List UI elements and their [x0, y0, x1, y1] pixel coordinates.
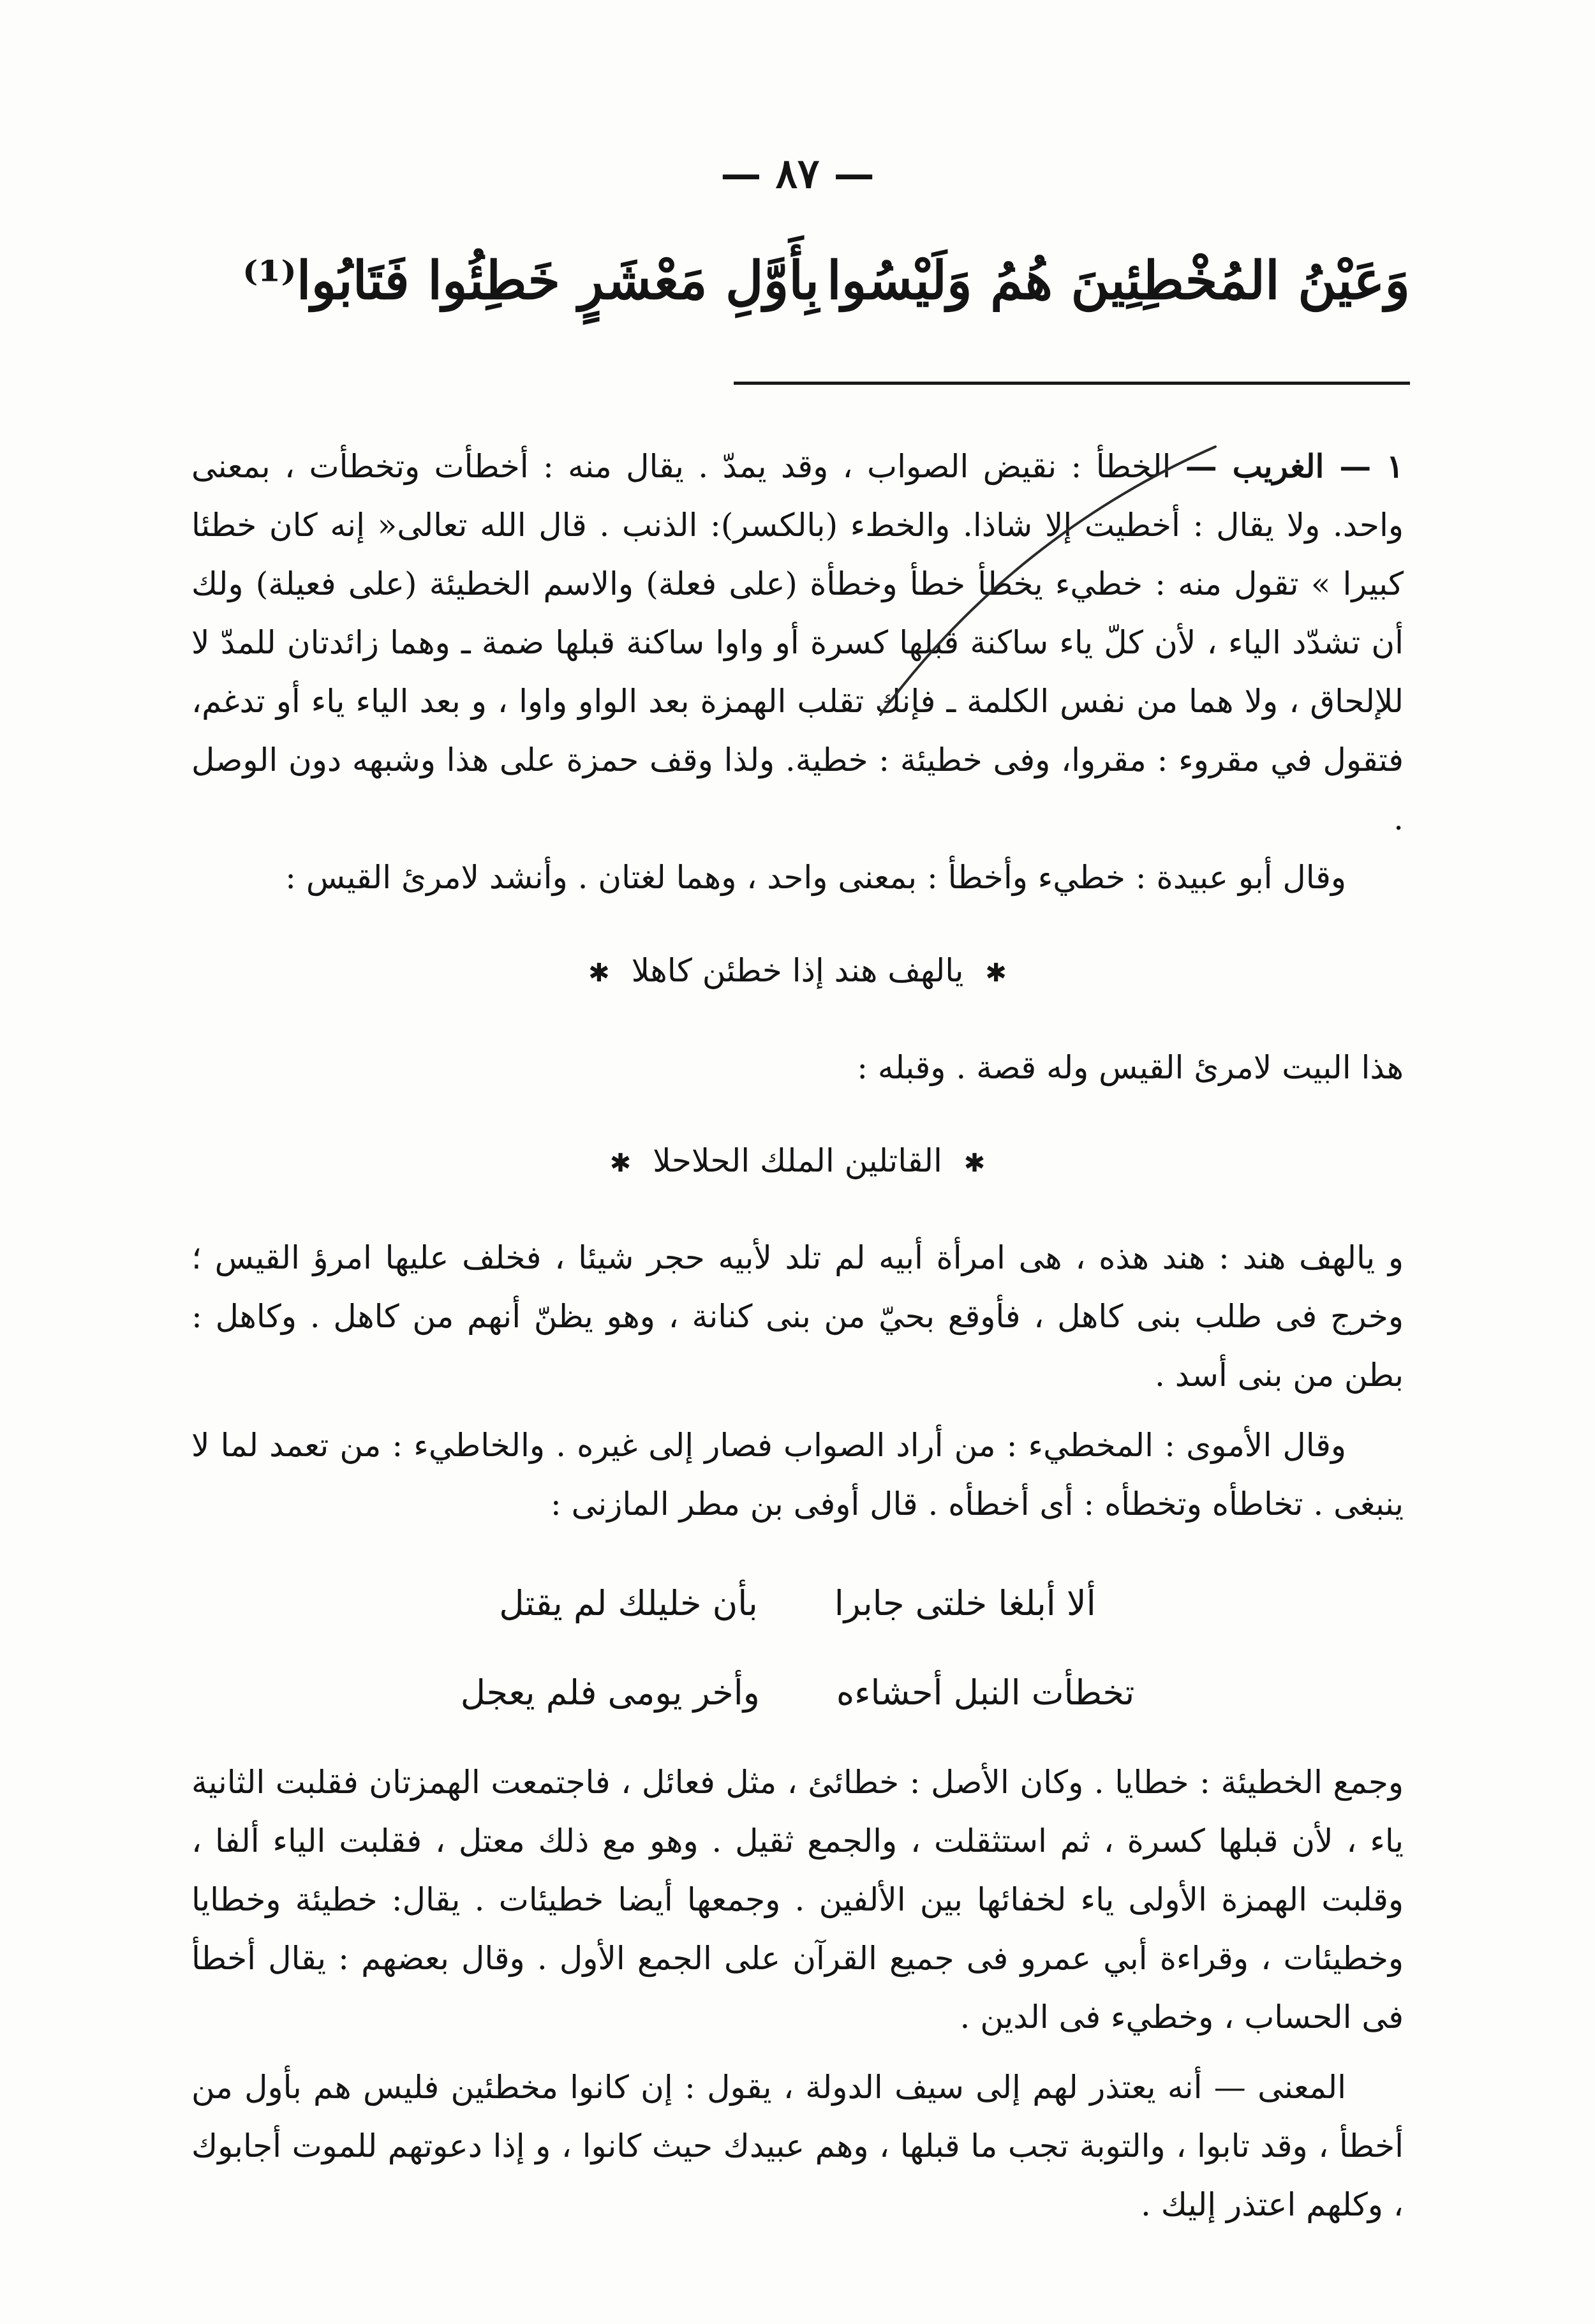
paragraph-text: الخطأ : نقيض الصواب ، وقد يمدّ . يقال منه : أخطأت وتخطأت ، بمعنى واحد. ولا يقال : أخطيت إلا شاذا. والخطء (بالكسر): الذنب . قال الله تعالى« إنه كان خطئا كبيرا » تقول منه : خطيء يخطأ خطأ وخطأة (على فعلة) والاسم الخطيئة (على فعيلة) ولك أن تشدّد الياء ، لأن كلّ ياء ساكنة قبلها كسرة أو واوا ساكنة قبلها ضمة ـ وهما زائدتان للمدّ لا للإلحاق ، ولا هما من نفس الكلمة ـ فإنك تقلب الهمزة بعد الواو واوا ، و بعد الياء ياء أو تدغم، فتقول في مقروء : مقروا، وفى خطيئة : خطية. ولذا وقف حمزة على هذا وشبهه دون الوصل .: [191, 448, 1404, 837]
commentary-paragraph-story: هذا البيت لامرئ القيس وله قصة . وقبله :: [857, 1049, 1404, 1086]
verse-second-hemistich: بِأَوَّلِ مَعْشَرٍ خَطِئُوا فَتَابُوا⁽¹⁾: [242, 250, 820, 311]
poem-line: [191, 1648, 1404, 1738]
quoted-text: القاتلين الملك الحلاحلا: [653, 1142, 942, 1179]
commentary-paragraph-hind: و يالهف هند : هند هذه ، هى امرأة أبيه لم تلد لأبيه حجر شيئا ، فخلف عليها امرؤ القيس ؛ وخرج فى طلب بنى كاهل ، فأوقع بحيّ من بنى كنانة ، وهو يظنّ أنهم من كاهل . وكاهل : بطن من بنى أسد .: [191, 1239, 1404, 1394]
commentary-paragraph-plural: وجمع الخطيئة : خطايا . وكان الأصل : خطائئ ، مثل فعائل ، فاجتمعت الهمزتان فقلبت الثانية ياء ، لأن قبلها كسرة ، ثم استثقلت ، والجمع ثقيل . وهو مع ذلك معتل ، فقلبت الياء ألفا ، وقلبت الهمزة الأولى ياء لخفائها بين الألفين . وجمعها أيضا خطيئات . يقال: خطيئة وخطايا وخطيئات ، وقراءة أبي عمرو فى جميع القرآن على الجمع الأول . وقال بعضهم : يقال أخطأ فى الحساب ، وخطيء فى الدين .: [191, 1764, 1404, 2036]
poem-line: [191, 1559, 1404, 1648]
section-heading-gharib: ١ — الغريب —: [1185, 447, 1404, 485]
quoted-hemistich-2: [191, 1131, 1404, 1193]
asterisk-icon: ✱: [963, 1149, 986, 1178]
poem-verse: [242, 239, 1410, 322]
quoted-hemistich-1: [191, 941, 1404, 1002]
commentary-paragraph-gharib: [191, 437, 1404, 848]
commentary-paragraph-abu-ubayda: وقال أبو عبيدة : خطيء وأخطأ : بمعنى واحد ، وهما لغتان . وأنشد لامرئ القيس :: [285, 859, 1346, 896]
verse-first-hemistich: وَعَيْنُ المُخْطِئِينَ هُمُ وَلَيْسُوا: [826, 250, 1410, 311]
commentary-paragraph-meaning: المعنى — أنه يعتذر لهم إلى سيف الدولة ، يقول : إن كانوا مخطئين فليس هم بأول من أخطأ ، وقد تابوا ، والتوبة تجب ما قبلها ، وهم عبيدك حيث كانوا ، و إذا دعوتهم للموت أجابوك ، وكلهم اعتذر إليك .: [191, 2069, 1404, 2223]
commentary-body: [191, 437, 1404, 2234]
poem-first-hemistich: ألا أبلغا خلتى جابرا: [834, 1583, 1096, 1623]
page-number: — ٨٧ —: [720, 150, 875, 198]
asterisk-icon: ✱: [609, 1149, 632, 1178]
poem-first-hemistich: تخطأت النبل أحشاءه: [836, 1672, 1135, 1713]
asterisk-icon: ✱: [588, 958, 610, 988]
poem-second-hemistich: بأن خليلك لم يقتل: [499, 1583, 758, 1623]
quoted-text: يالهف هند إذا خطئن كاهلا: [631, 952, 964, 989]
poem-second-hemistich: وأخر يومى فلم يعجل: [460, 1672, 760, 1713]
footnote-divider: [734, 382, 1410, 385]
commentary-paragraph-umawi: وقال الأموى : المخطيء : من أراد الصواب فصار إلى غيره . والخاطيء : من تعمد لما لا ينبغى . تخاطأه وتخطأه : أى أخطأه . قال أوفى بن مطر المازنى :: [191, 1427, 1404, 1523]
asterisk-icon: ✱: [985, 958, 1007, 988]
quoted-poem: [191, 1559, 1404, 1738]
